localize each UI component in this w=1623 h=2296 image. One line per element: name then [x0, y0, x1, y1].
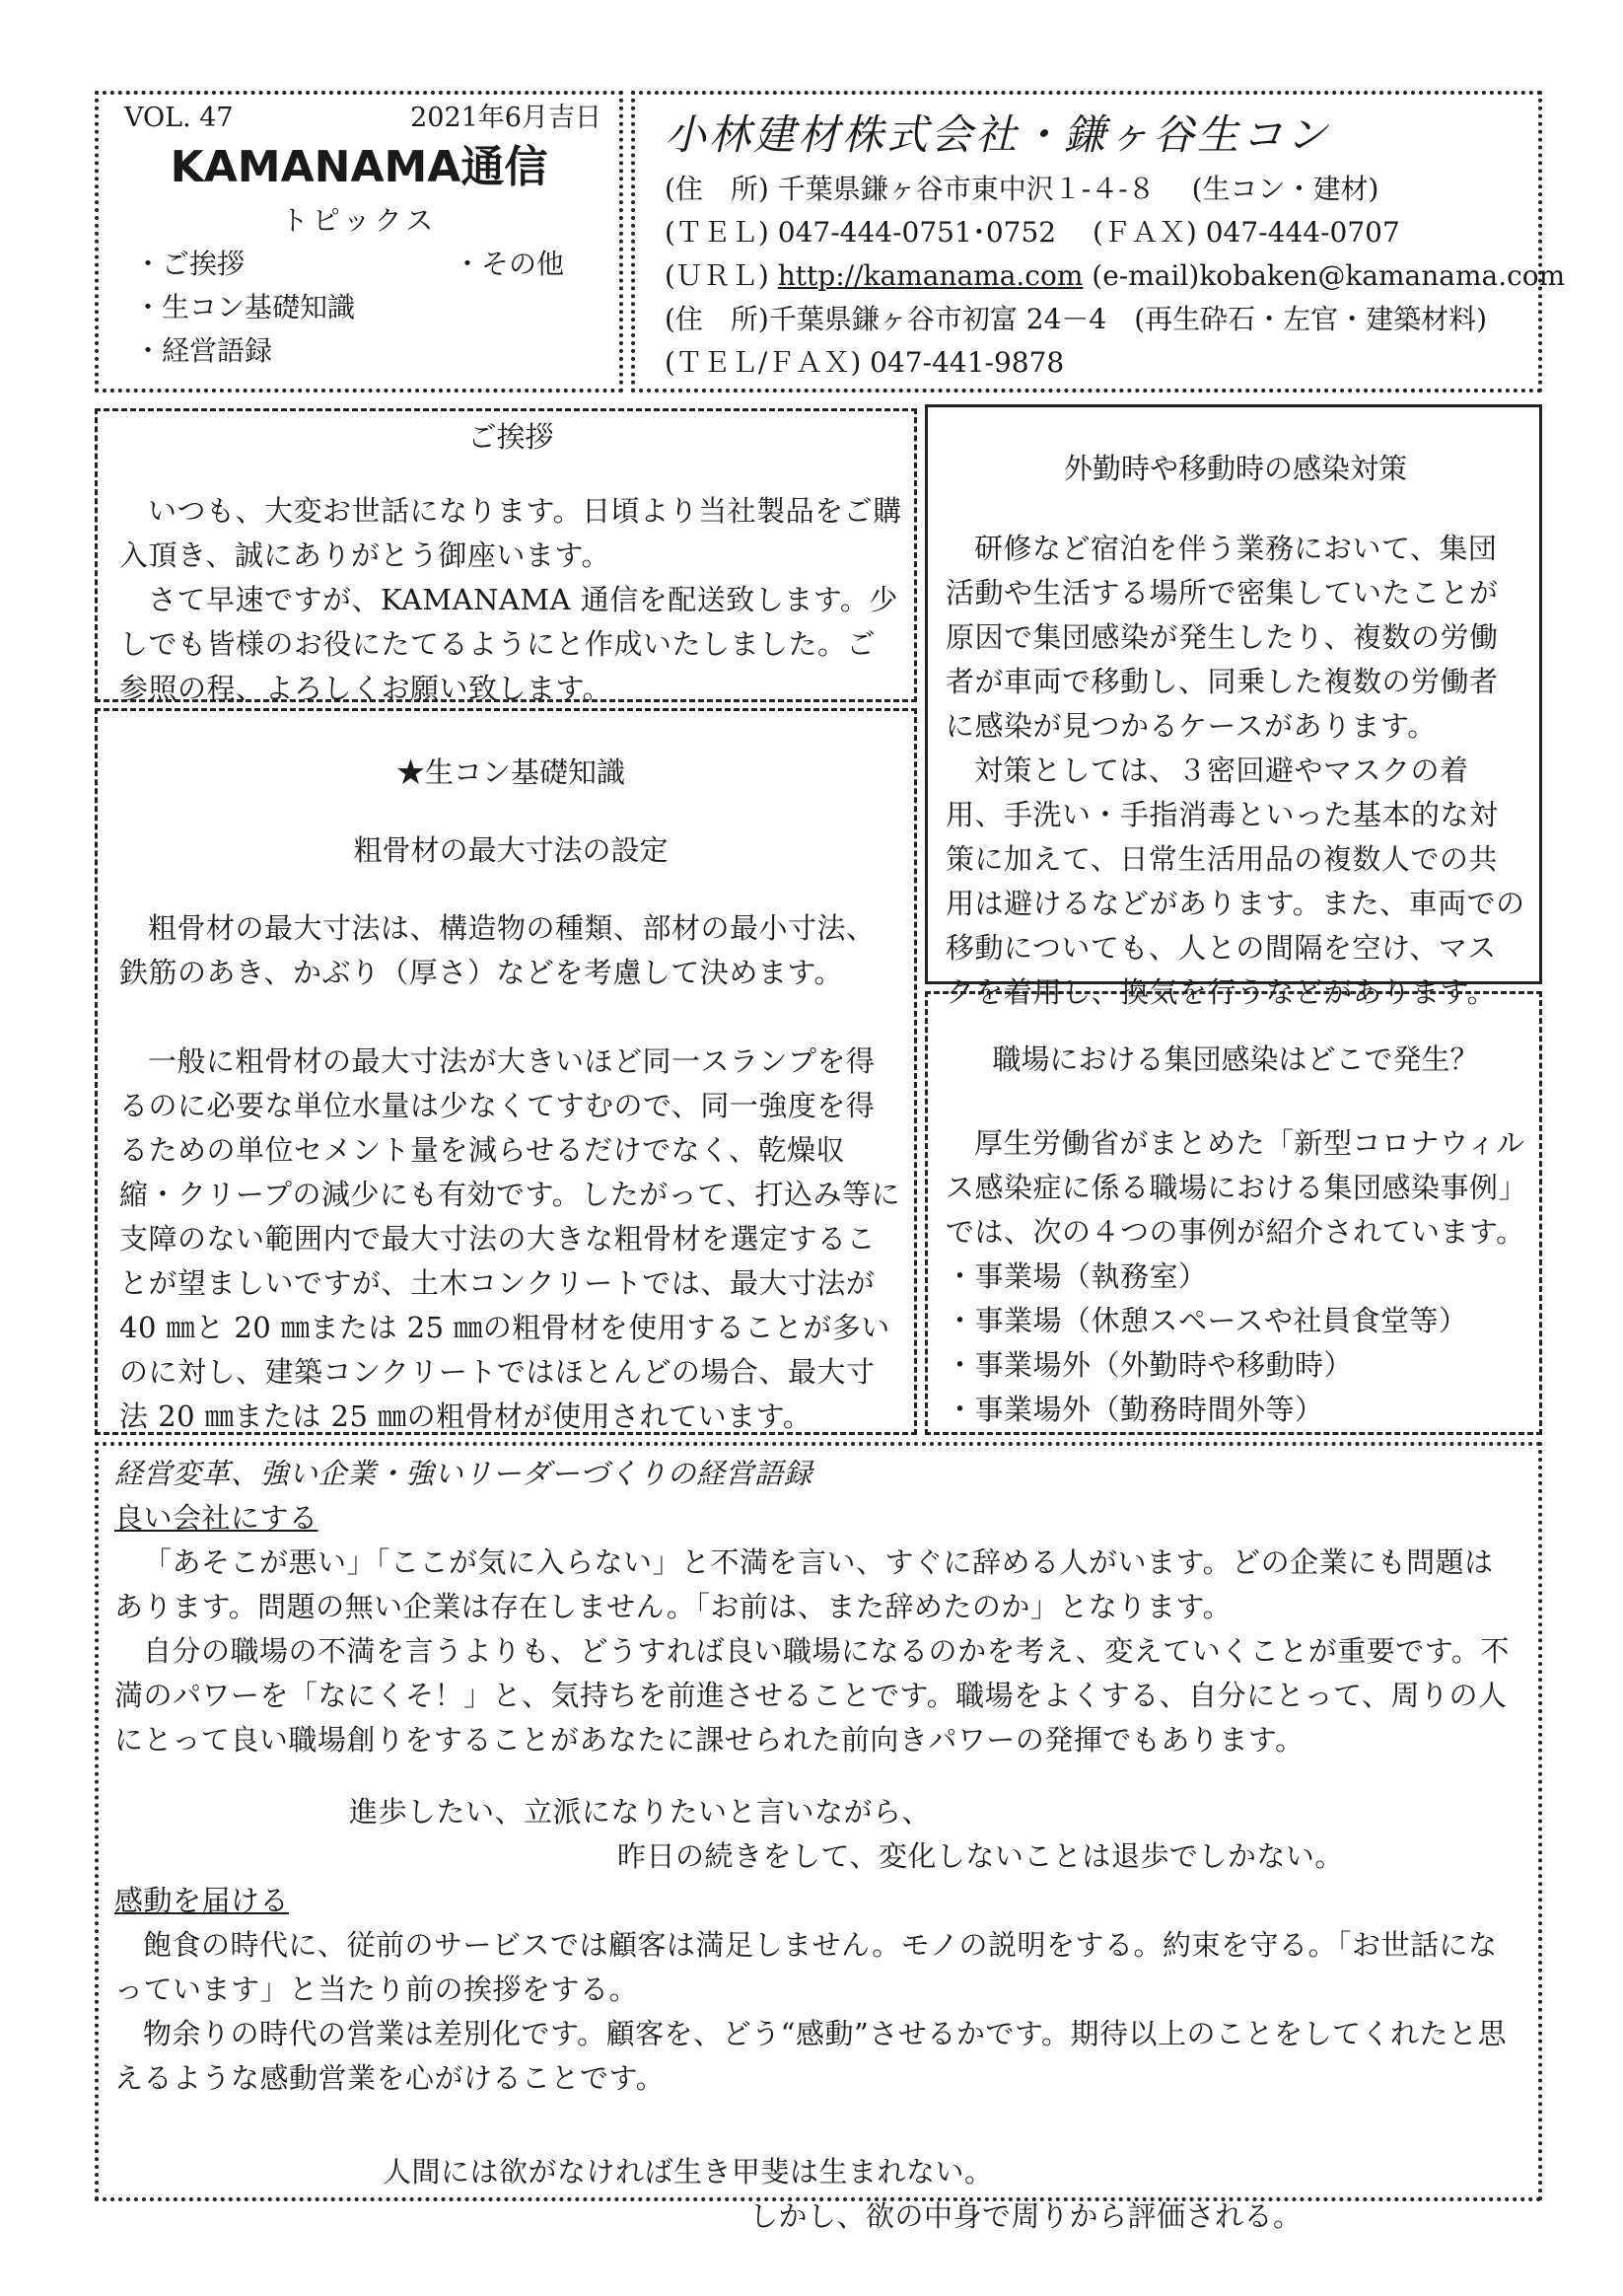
greeting-title: ご挨拶: [467, 420, 554, 454]
management-quote-line: しかし、欲の中身で周りから評価される。: [749, 2199, 1303, 2233]
url-label: (ＵＲＬ): [665, 259, 778, 292]
basics-title: ★生コン基礎知識: [395, 755, 625, 789]
workplace-list-item: ・事業場外（勤務時間外等）: [946, 1393, 1324, 1426]
management-quote-line: 人間には欲がなければ生き甲斐は生まれない。: [383, 2155, 994, 2188]
company-info: [631, 91, 1566, 393]
topic-item: ・経営語録: [134, 334, 273, 367]
management-quote-line: 昨日の続きをして、変化しないことは退歩でしかない。: [617, 1839, 1344, 1873]
issue-date: 2021年6月吉日: [410, 103, 601, 133]
workplace-list-item: ・事業場外（外勤時や移動時）: [946, 1348, 1354, 1382]
management-quote-line: 進歩したい、立派になりたいと言いながら、: [349, 1795, 932, 1829]
management-paragraph: 自分の職場の不満を言うよりも、どうすれば良い職場になるのかを考え、変えていくことが重要です。不満のパワーを「なにくそ！」と、気持ちを前進させることです。職場をよくする、自分にとって、周りの人にとって良い職場創りをすることがあなたに課せられた前向きパワーの発揮でもあります。: [114, 1634, 1510, 1757]
website-link[interactable]: http://kamanama.com: [777, 259, 1084, 292]
topics-heading: トピックス: [280, 204, 438, 237]
topic-item: ・その他: [454, 248, 565, 280]
basics-paragraph: 一般に粗骨材の最大寸法が大きいほど同一スランプを得るのに必要な単位水量は少なくてすむので、同一強度を得るための単位セメント量を減らせるだけでなく、乾燥収縮・クリープの減少にも有効です。したがって、打込み等に支障のない範囲内で最大寸法の大きな粗骨材を選定することが望ましいですが、土木コンクリートでは、最大寸法が 40 ㎜と 20 ㎜または 25 ㎜の粗骨材を使用することが多いのに対し、建築コンクリートではほとんどの場合、最大寸法 20 ㎜または 25 ㎜の粗骨材が使用されています。: [119, 1044, 901, 1433]
topic-item: ・ご挨拶: [134, 248, 246, 280]
company-phone-2: (ＴＥＬ/ＦＡＸ) 047‐441‐9878: [665, 346, 1065, 379]
company-phone-fax: (ＴＥＬ) 047‐444‐0751･0752 (ＦＡＸ) 047‐444‐0707: [665, 216, 1400, 249]
infection-paragraph: 研修など宿泊を伴う業務において、集団活動や生活する場所で密集していたことが原因で集団感染が発生したり、複数の労働者が車両で移動し、同乗した複数の労働者に感染が見つかるケースがあります。: [946, 532, 1499, 743]
company-address-2: (住 所)千葉県鎌ヶ谷市初富 24－4 (再生砕石・左官・建築材料): [665, 303, 1488, 335]
company-name: 小林建材株式会社・鎌ヶ谷生コン: [665, 110, 1331, 159]
company-web: [665, 254, 1566, 298]
newsletter-masthead: [95, 91, 623, 393]
workplace-clusters-section: [925, 991, 1542, 1435]
greeting-paragraph: さて早速ですが、KAMANAMA 通信を配送致します。少しでも皆様のお役にたてるようにと作成いたしました。ご参照の程、よろしくお願い致します。: [119, 583, 898, 705]
topics-list: [116, 243, 601, 381]
management-paragraph: 物余りの時代の営業は差別化です。顧客を、どう“感動”させるかです。期待以上のことをしてくれたと思えるような感動営業を心がけることです。: [114, 2017, 1508, 2095]
basics-paragraph: 粗骨材の最大寸法は、構造物の種類、部材の最小寸法、鉄筋のあき、かぶり（厚さ）などを考慮して決めます。: [119, 911, 876, 989]
infection-title: 外勤時や移動時の感染対策: [1063, 452, 1407, 485]
newsletter-title: KAMANAMA通信: [170, 142, 548, 192]
management-paragraph: 飽食の時代に、従前のサービスでは顧客は満足しません。モノの説明をする。約束を守る。「お世話になっています」と当たり前の挨拶をする。: [114, 1928, 1498, 2006]
basics-subtitle: 粗骨材の最大寸法の設定: [353, 833, 669, 867]
management-title: 経営変革、強い企業・強いリーダーづくりの経営語録: [114, 1457, 813, 1490]
workplace-list-item: ・事業場（執務室）: [946, 1259, 1208, 1293]
management-quotes-section: [95, 1442, 1542, 2233]
infection-paragraph: 対策としては、３密回避やマスクの着用、手洗い・手指消毒といった基本的な対策に加えて、日常生活用品の複数人での共用は避けるなどがあります。また、車両での移動についても、人との間隔を空け、マスクを着用し、換気を行うなどがあります。: [946, 753, 1525, 1009]
email-address: (e-mail)kobaken@kamanama.com: [1083, 259, 1566, 292]
workplace-paragraph: 厚生労働省がまとめた「新型コロナウィルス感染症に係る職場における集団感染事例」では、次の４つの事例が紹介されています。: [946, 1126, 1525, 1249]
workplace-list-item: ・事業場（休憩スペースや社員食堂等）: [946, 1304, 1468, 1337]
infection-measures-section: [925, 404, 1542, 1009]
company-address: (住 所) 千葉県鎌ヶ谷市東中沢１-４-８ (生コン・建材): [665, 173, 1379, 205]
greeting-paragraph: いつも、大変お世話になります。日頃より当社製品をご購入頂き、誠にありがとう御座います。: [119, 494, 902, 572]
concrete-basics-section: [95, 708, 917, 1435]
volume-number: VOL. 47: [124, 103, 234, 133]
management-paragraph: 「あそこが悪い」「ここが気に入らない」と不満を言い、すぐに辞める人がいます。どの企業にも問題はあります。問題の無い企業は存在しません。「お前は、また辞めたのか」となります。: [114, 1545, 1494, 1623]
topic-item: ・生コン基礎知識: [134, 291, 356, 323]
management-heading-1: 良い会社にする: [114, 1501, 318, 1535]
workplace-title: 職場における集団感染はどこで発生？: [992, 1042, 1479, 1076]
issue-info: [116, 101, 601, 136]
greeting-section: [95, 408, 917, 705]
management-heading-2: 感動を届ける: [114, 1884, 290, 1917]
